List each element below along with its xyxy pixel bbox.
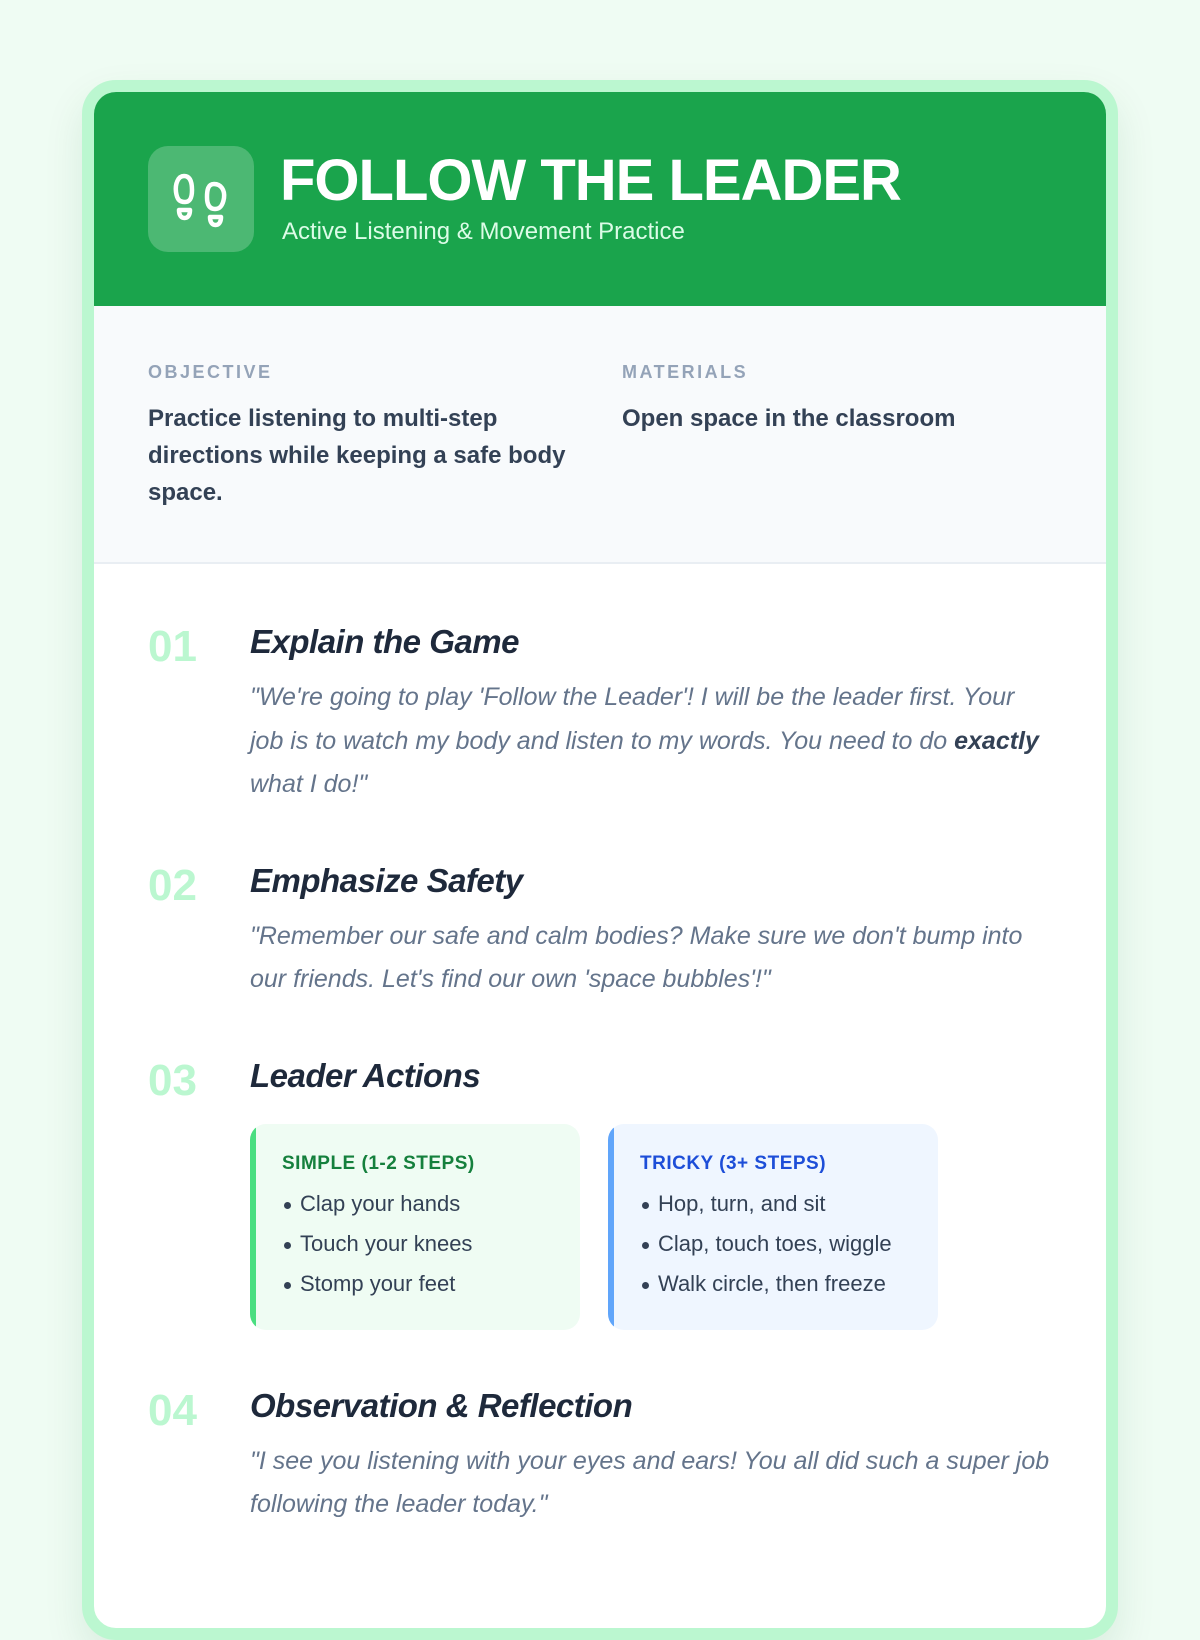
objective-label: OBJECTIVE xyxy=(148,362,273,382)
step-text xyxy=(250,676,1050,807)
materials-section xyxy=(622,360,1042,437)
tricky-actions-heading: TRICKY (3+ STEPS) xyxy=(640,1152,827,1174)
step-emphasize-safety xyxy=(148,859,1052,1002)
page-title: FOLLOW THE LEADER xyxy=(280,148,901,213)
step-text-part: what I do!" xyxy=(250,770,368,798)
page-subtitle: Active Listening & Movement Practice xyxy=(282,218,685,245)
simple-actions-heading: SIMPLE (1-2 STEPS) xyxy=(282,1152,475,1174)
list-item: Hop, turn, and sit xyxy=(640,1184,938,1224)
tricky-actions-list xyxy=(640,1184,938,1304)
step-text: "Remember our safe and calm bodies? Make sure we don't bump into our friends. Let's find our own 'space bubbles'!" xyxy=(250,921,1023,993)
list-item: Walk circle, then freeze xyxy=(640,1264,938,1304)
step-title: Emphasize Safety xyxy=(250,861,523,899)
step-title: Observation & Reflection xyxy=(250,1386,633,1424)
lesson-card xyxy=(82,80,1118,1640)
list-item: Touch your knees xyxy=(282,1224,580,1264)
step-text-part: "We're going to play 'Follow the Leader'! I will be the leader first. Your job is to watch my body and listen to my words. You need to do xyxy=(250,683,1015,755)
steps-list xyxy=(94,564,1106,1527)
step-text: "I see you listening with your eyes and ears! You all did such a super job following the leader today." xyxy=(250,1446,1050,1518)
step-title: Explain the Game xyxy=(250,623,519,660)
list-item: Clap your hands xyxy=(282,1184,580,1224)
step-leader-actions xyxy=(148,1054,1052,1330)
objective-section xyxy=(148,360,568,511)
footprints-icon xyxy=(148,146,254,252)
objective-text: Practice listening to multi-step directions while keeping a safe body space. xyxy=(148,405,566,506)
step-explain-game xyxy=(148,620,1052,807)
lesson-header xyxy=(94,92,1106,306)
simple-actions-list xyxy=(282,1184,580,1304)
step-number: 03 xyxy=(148,1055,197,1105)
step-text-emphasis: exactly xyxy=(954,726,1039,755)
lesson-info xyxy=(94,306,1106,564)
list-item: Clap, touch toes, wiggle xyxy=(640,1224,938,1264)
materials-text: Open space in the classroom xyxy=(622,405,956,432)
step-observation-reflection xyxy=(148,1384,1052,1527)
tricky-actions-box xyxy=(608,1124,938,1330)
step-number: 02 xyxy=(148,860,197,910)
materials-label: MATERIALS xyxy=(622,362,749,382)
list-item: Stomp your feet xyxy=(282,1264,580,1304)
step-title: Leader Actions xyxy=(250,1056,481,1094)
step-number: 04 xyxy=(148,1385,197,1435)
action-boxes xyxy=(250,1124,1052,1330)
step-number: 01 xyxy=(148,622,197,671)
simple-actions-box xyxy=(250,1124,580,1330)
